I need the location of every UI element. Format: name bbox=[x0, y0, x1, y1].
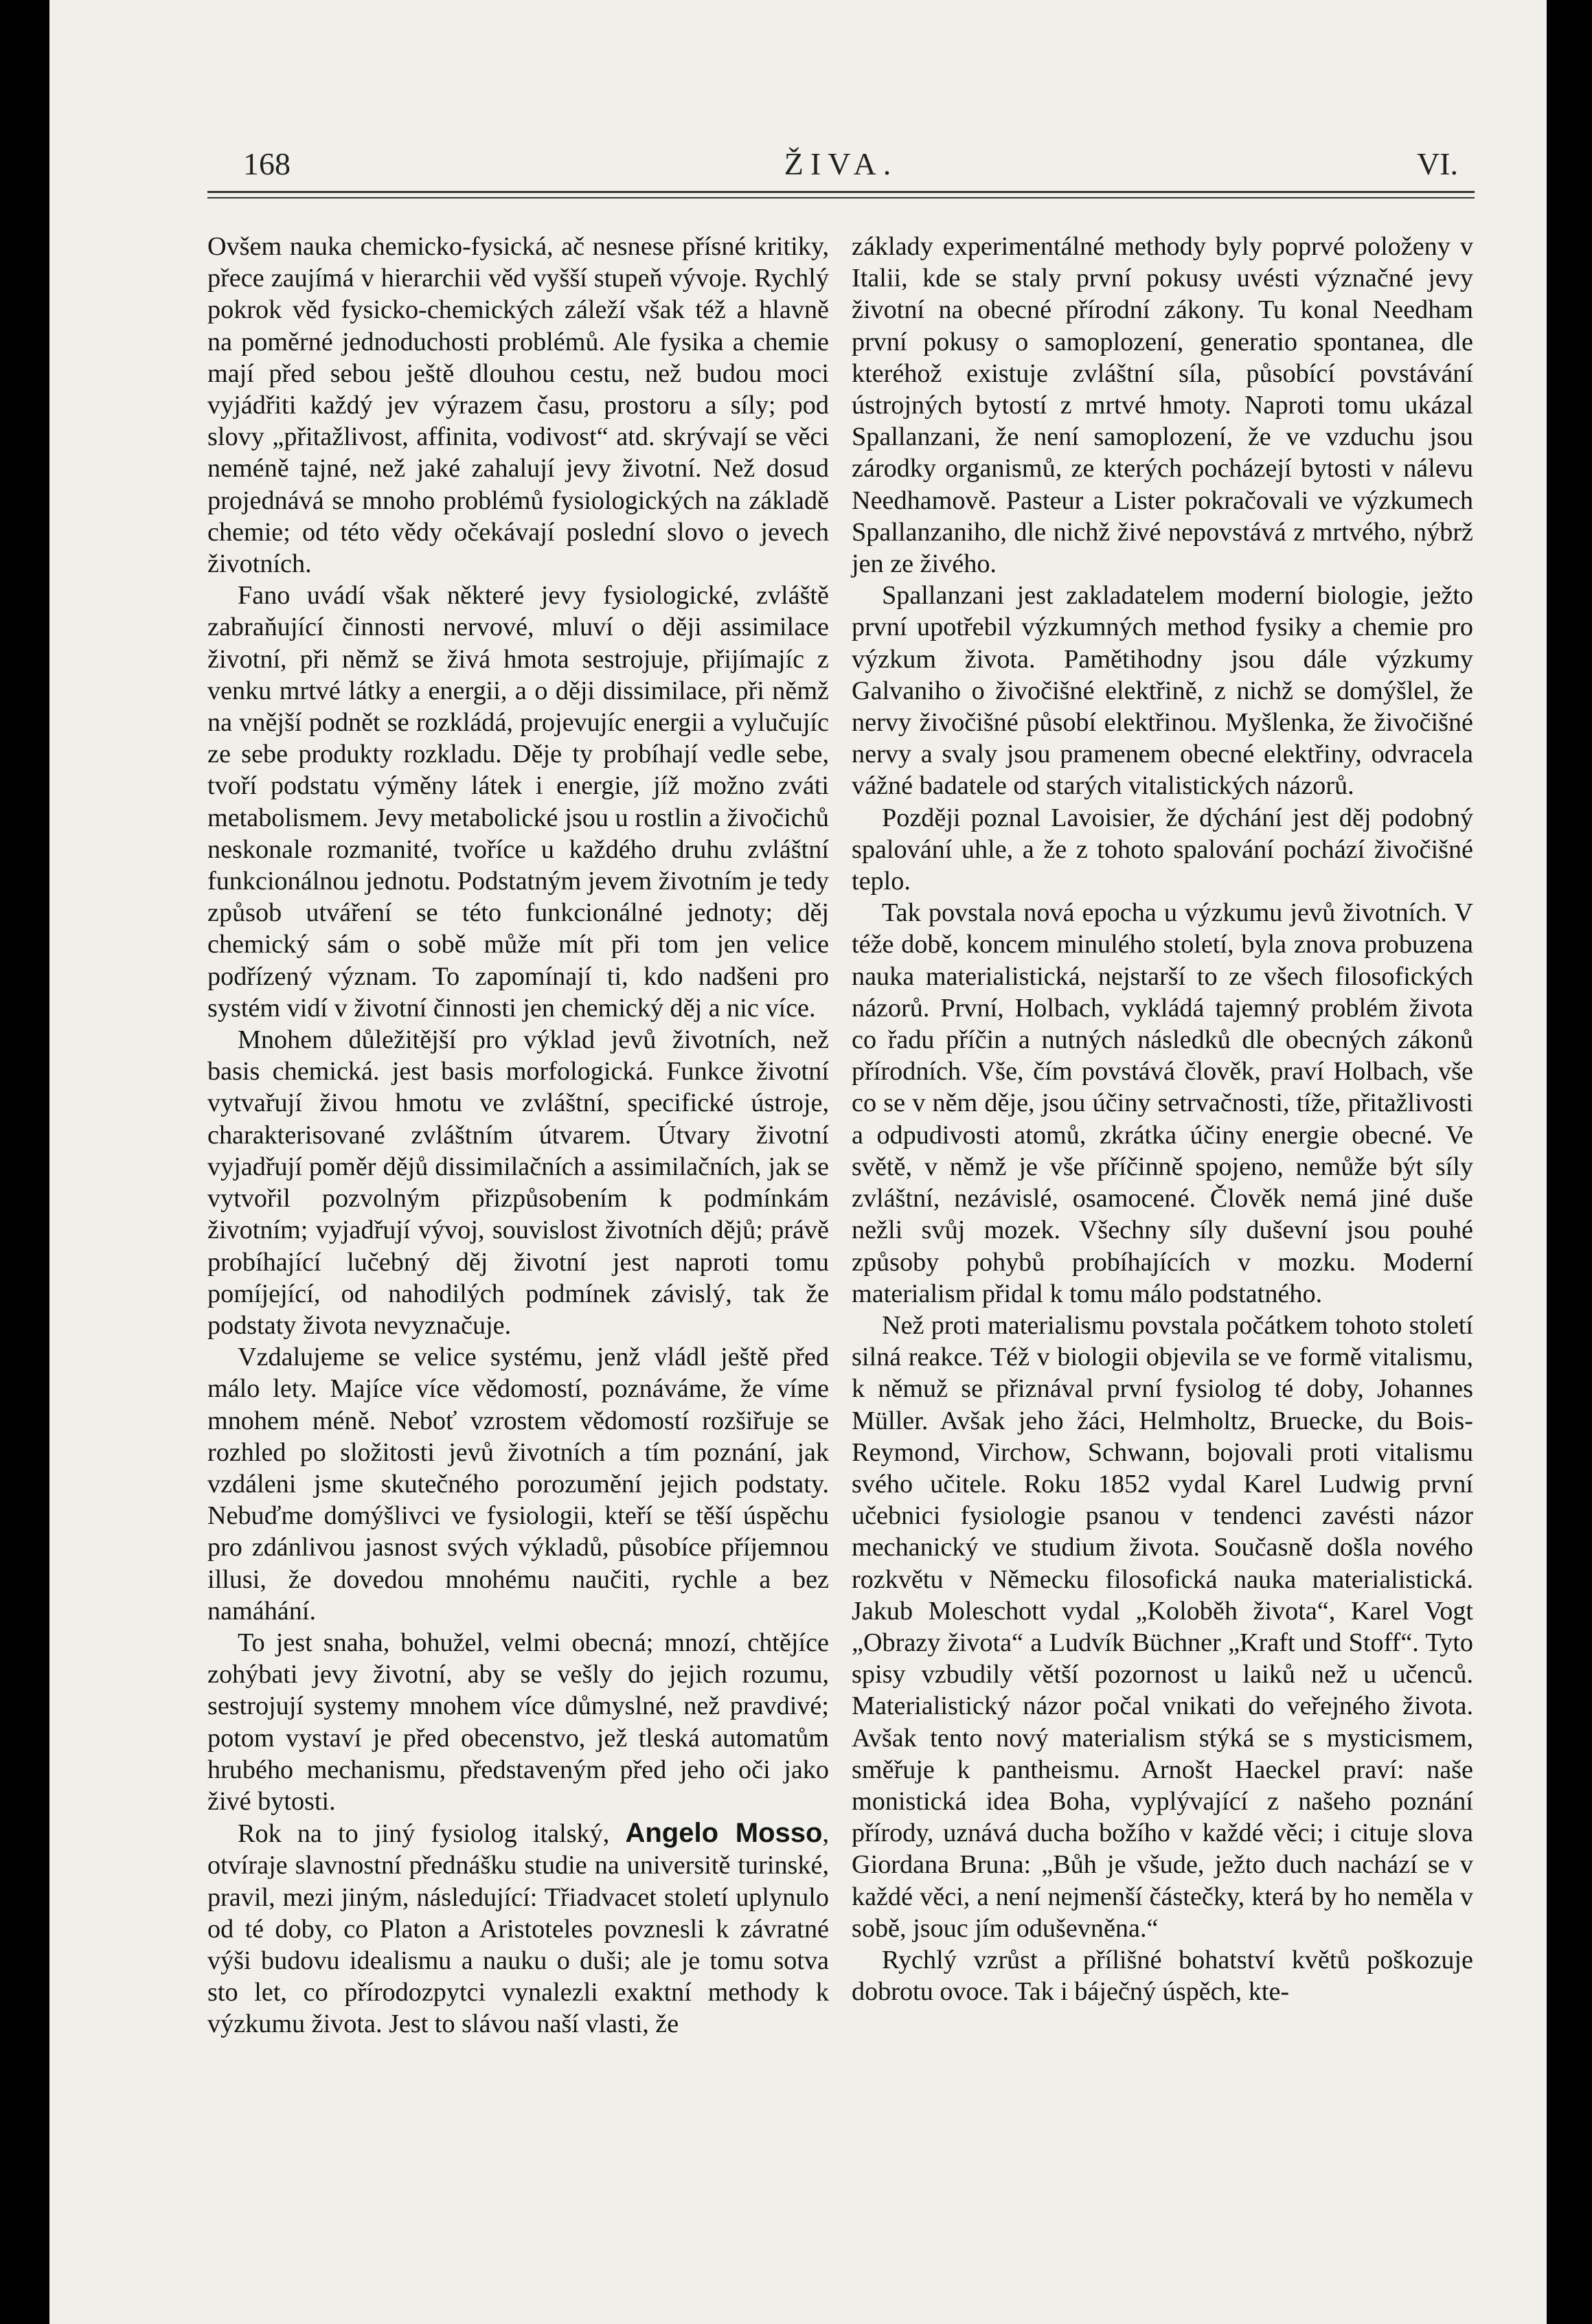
header-rule-top bbox=[207, 191, 1475, 193]
paragraph: Později poznal Lavoisier, že dýchání jest děj podobný spalování uhle, a že z tohoto spalování pochází živočišné teplo. bbox=[852, 803, 1473, 896]
volume-number: VI. bbox=[1416, 146, 1458, 181]
paragraph: Vzdalujeme se velice systému, jenž vládl ještě před málo lety. Majíce více vědomostí, poznáváme, že víme mnohem méně. Neboť vzrostem vědomostí rozšiřuje se rozhled po složitosti jevů životních a tím poznání, jak vzdáleni jsme skutečného porozumění jejich podstaty. Nebuďme domýšlivci ve fysiologii, kteří se těší úspěchu pro zdánlivou jasnost svých výkladů, působíce příjemnou illusi, že dovedou mnohému naučiti, rychle a bez namáhání. bbox=[207, 1343, 829, 1626]
right-column bbox=[852, 231, 1473, 2007]
header-rule-bottom bbox=[207, 197, 1475, 198]
paragraph: Fano uvádí však některé jevy fysiologické, zvláště zabraňující činnosti nervové, mluví o ději assimilace životní, při němž se živá hmota sestrojuje, přijímajíc z venku mrtvé látky a energii, a o ději dissimilace, při němž na vnější podnět se rozkládá, projevujíc energii a vylučujíc ze sebe produkty rozkladu. Děje ty probíhají vedle sebe, tvoří podstatu výměny látek i energie, jíž možno zváti metabolismem. Jevy metabolické jsou u rostlin a živočichů neskonale rozmanité, tvoříce u každého druhu zvláštní funkcionálnou jednotu. Podstatným jevem životním je tedy způsob utváření se této funkcionálné jednoty; děj chemický sám o sobě může mít při tom jen velice podřízený význam. To zapomínají ti, kdo nadšeni pro systém vidí v životní činnosti jen chemický děj a nic více. bbox=[207, 581, 829, 1023]
paragraph-text: , otvíraje slavnostní přednášku studie na universitě turinské, pravil, mezi jiným, následující: Třiadvacet století uplynulo od té doby, co Platon a Aristoteles povznesli k závratné výši budovu idealismu a nauku o duši; ale je tomu sotva sto let, co přírodozpytci vynalezli exaktní methody k výzkumu života. Jest to slávou naší vlasti, že bbox=[207, 1819, 830, 2039]
paragraph: To jest snaha, bohužel, velmi obecná; mnozí, chtějíce zohýbati jevy životní, aby se vešly do jejich rozumu, sestrojují systemy mnohem více důmyslné, než pravdivé; potom vystaví je před obecenstvo, jež tleská automatům hrubého mechanismu, představeným před jeho oči jako živé bytosti. bbox=[207, 1628, 829, 1816]
paragraph: Ovšem nauka chemicko-fysická, ač nesnese přísné kritiky, přece zaujímá v hierarchii věd vyšší stupeň vývoje. Rychlý pokrok věd fysicko-chemických záleží však též a hlavně na poměrné jednoduchosti problémů. Ale fysika a chemie mají před sebou ještě dlouhou cestu, než budou moci vyjádřiti každý jev výrazem času, prostoru a síly; pod slovy „přitažlivost, affinita, vodivost“ atd. skrývají se věci neméně tajné, než jaké zahalují jevy životní. Než dosud projednává se mnoho problémů fysiologických na základě chemie; od této vědy očekávají poslední slovo o jevech životních. bbox=[207, 232, 829, 579]
paragraph: Spallanzani jest zakladatelem moderní biologie, ježto první upotřebil výzkumných method fysiky a chemie pro výzkum života. Pamětihodny jsou dále výzkumy Galvaniho o živočišné elektřině, z nichž se domýšlel, že nervy živočišné působí elektřinou. Myšlenka, že živočišné nervy a svaly jsou pramenem obecné elektřiny, odvracela vážné badatele od starých vitalistických názorů. bbox=[852, 581, 1473, 801]
running-header bbox=[207, 146, 1475, 187]
paragraph-lead: Rok na to jiný fysiolog italský, bbox=[238, 1819, 610, 1849]
paragraph: Mnohem důležitější pro výklad jevů životních, než basis chemická. jest basis morfologická. Funkce životní vytvařují živou hmotu ve zvláštní, specifické ústroje, charakterisované zvláštním útvarem. Útvary životní vyjadřují poměr dějů dissimilačních a assimilačních, jak se vytvořil pozvolným přizpůsobením k podmínkám životním; vyjadřují vývoj, souvislost životních dějů; právě probíhající lučebný děj životní jest naproti tomu pomíjející, od nahodilých podmínek závislý, tak že podstaty života nevyznačuje. bbox=[207, 1025, 829, 1340]
left-column bbox=[207, 231, 829, 2040]
journal-title: ŽIVA. bbox=[784, 146, 898, 181]
journal-page bbox=[49, 0, 1547, 2324]
paragraph: Než proti materialismu povstala počátkem tohoto století silná reakce. Též v biologii objevila se ve formě vitalismu, k němuž se přiznával první fysiolog té doby, Johannes Müller. Avšak jeho žáci, Helmholtz, Bruecke, du Bois-Reymond, Virchow, Schwann, bojovali proti vitalismu svého učitele. Roku 1852 vydal Karel Ludwig první učebnici fysiologie psanou v tendenci zavésti názor mechanický ve studium života. Současně došla nového rozkvětu v Německu filosofická nauka materialistická. Jakub Moleschott vydal „Koloběh života“, Karel Vogt „Obrazy života“ a Ludvík Büchner „Kraft und Stoff“. Tyto spisy vzbudily větší pozornost u laiků než u učenců. Materialistický názor počal vnikati do veřejného života. Avšak tento nový materialism stýká se s mysticismem, směřuje k pantheismu. Arnošt Haeckel praví: naše monistická idea Boha, vyplývající z našeho poznání přírody, uznává ducha božího v každé věci; i cituje slova Giordana Bruna: „Bůh je všude, ježto duch nachází se v každé věci, a není nejmenší částečky, která by ho neměla v sobě, jsouc jím oduševněna.“ bbox=[852, 1310, 1473, 1943]
paragraph: Rychlý vzrůst a přílišné bohatství květů poškozuje dobrotu ovoce. Tak i báječný úspěch, kte- bbox=[852, 1945, 1473, 2007]
paragraph: základy experimentálné methody byly poprvé položeny v Italii, kde se staly první pokusy uvésti význačné jevy životní na obecné přírodní zákony. Tu konal Needham první pokusy o samoplození, generatio spontanea, dle kteréhož existuje zvláštní síla, působící povstávání ústrojných bytostí z mrtvé hmoty. Naproti tomu ukázal Spallanzani, že není samoplození, že ve vzduchu jsou zárodky organismů, ze kterých pocházejí bytosti v nálevu Needhamově. Pasteur a Lister pokračovali ve výzkumech Spallanzaniho, dle nichž živé nepovstává z mrtvého, nýbrž jen ze živého. bbox=[852, 232, 1473, 579]
paragraph bbox=[207, 1817, 829, 2040]
page-number: 168 bbox=[243, 146, 291, 181]
person-name: Angelo Mosso bbox=[625, 1818, 823, 1849]
paragraph: Tak povstala nová epocha u výzkumu jevů životních. V téže době, koncem minulého století, byla znova probuzena nauka materialistická, nejstarší to ze všech filosofických názorů. První, Holbach, vykládá tajemný problém života co řadu příčin a nutných následků dle obecných zákonů přírodních. Vše, čím povstává člověk, praví Holbach, vše co se v něm děje, jsou účiny setrvačnosti, tíže, přitažlivosti a odpudivosti atomů, zkrátka účiny energie obecné. Ve světě, v němž je vše příčinně spojeno, nemůže být síly zvláštní, nezávislé, osamocené. Člověk nemá jiné duše nežli svůj mozek. Všechny síly duševní jsou pouhé způsoby pohybů probíhajících v mozku. Moderní materialism přidal k tomu málo podstatného. bbox=[852, 898, 1473, 1308]
